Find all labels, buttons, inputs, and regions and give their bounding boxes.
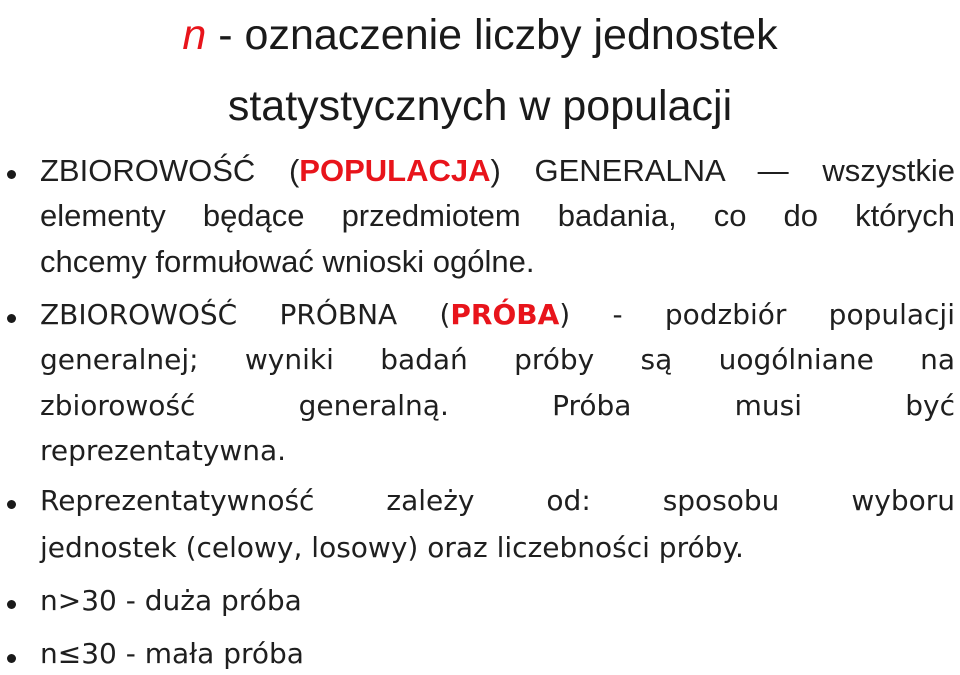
bullet-1-line-1: [40, 153, 955, 189]
bullet-3-line-1: Reprezentatywność zależy od: sposobu wyboru: [40, 484, 955, 517]
bullet-1-text-c: ) GENERALNA — wszystkie: [490, 153, 955, 188]
bullet-1-text-a: ZBIOROWOŚĆ (: [40, 153, 300, 188]
title-line-1-text: - oznaczenie liczby jednostek: [206, 11, 778, 59]
title-line-2: statystycznych w populacji: [227, 82, 733, 130]
bullet-dot-1: [7, 170, 16, 179]
bullet-dot-2: [7, 314, 16, 323]
bullet-2-highlight: PRÓBA: [450, 298, 560, 331]
bullet-2-text-a: ZBIOROWOŚĆ PRÓBNA (: [40, 298, 451, 331]
bullet-1-line-2: elementy będące przedmiotem badania, co do których: [40, 198, 955, 233]
bullet-2-line-2: generalnej; wyniki badań próby są uogólniane na: [40, 343, 955, 376]
bullet-2-line-3: zbiorowość generalną. Próba musi być: [40, 389, 955, 422]
bullet-1-line-3: chcemy formułować wnioski ogólne.: [40, 244, 535, 279]
bullet-1-highlight: POPULACJA: [299, 153, 491, 188]
bullet-dot-3: [7, 500, 16, 509]
title-variable: n: [182, 11, 207, 59]
bullet-5-line-1: n≤30 - mała próba: [40, 637, 304, 670]
bullet-4-line-1: n>30 - duża próba: [40, 584, 302, 617]
bullet-dot-5: [7, 654, 16, 663]
bullet-3-line-2: jednostek (celowy, losowy) oraz liczebności próby.: [40, 531, 744, 564]
bullet-2-line-1: [40, 298, 955, 331]
bullet-2-line-4: reprezentatywna.: [40, 434, 287, 467]
bullet-2-text-c: ) - podzbiór populacji: [559, 298, 955, 331]
bullet-dot-4: [7, 600, 16, 609]
